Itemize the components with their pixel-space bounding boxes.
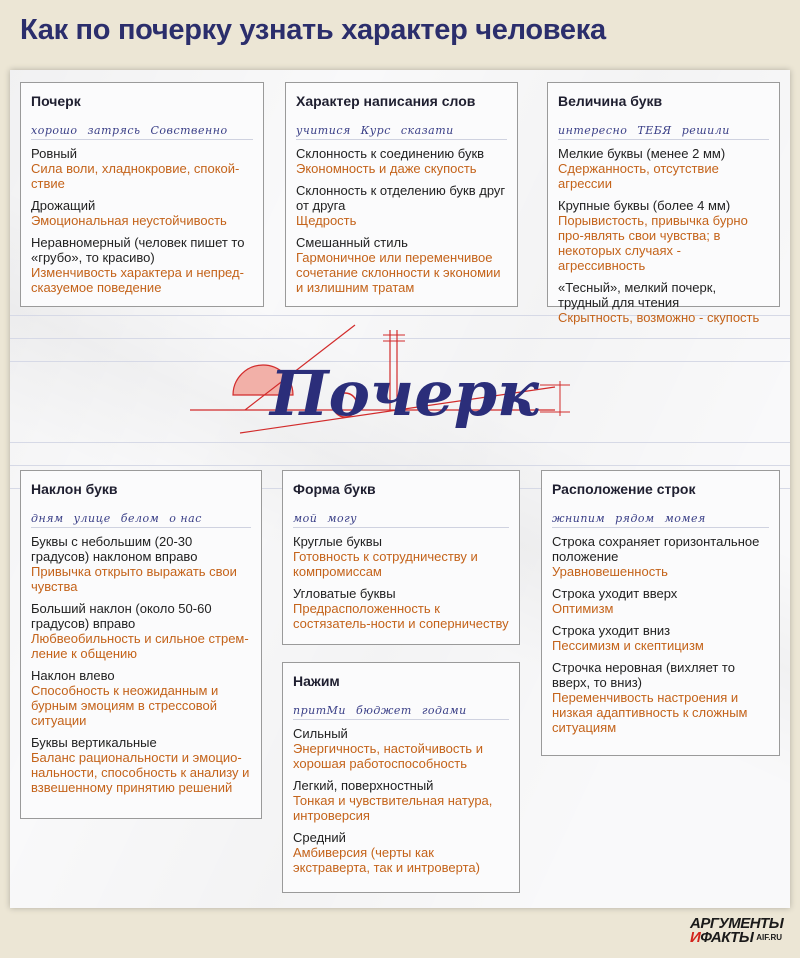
trait-item	[558, 198, 769, 273]
handwriting-sample	[552, 501, 769, 528]
sample-word: хорошо	[31, 124, 78, 137]
trait-label: Строчка неровная (вихляет то вверх, то вниз)	[552, 660, 735, 690]
pressure-box	[282, 662, 520, 893]
trait-item	[31, 146, 253, 191]
handwriting-sample	[31, 501, 251, 528]
sample-word: Курс	[360, 124, 391, 137]
trait-description: Переменчивость настроения и низкая адаптивность к сложным ситуациям	[552, 690, 748, 735]
sample-word: о нас	[169, 512, 202, 525]
trait-label: Склонность к отделению букв друг от друга	[296, 183, 506, 213]
trait-description: Привычка открыто выражать свои чувства	[31, 564, 237, 594]
trait-description: Скрытность, возможно - скупость	[558, 310, 760, 325]
trait-item	[552, 586, 769, 616]
trait-item	[293, 586, 509, 631]
trait-description: Сила воли, хладнокровие, спокой-ствие	[31, 161, 240, 191]
trait-description: Энергичность, настойчивость и хорошая работоспособность	[293, 741, 483, 771]
sample-word: притМи	[293, 704, 346, 717]
sample-word: интересно	[558, 124, 628, 137]
trait-item	[31, 235, 253, 295]
sample-word: улице	[73, 512, 111, 525]
trait-description: Оптимизм	[552, 601, 614, 616]
trait-item	[552, 623, 769, 653]
trait-description: Изменчивость характера и непред-сказуемое поведение	[31, 265, 244, 295]
trait-description: Щедрость	[296, 213, 357, 228]
trait-description: Сдержанность, отсутствие агрессии	[558, 161, 719, 191]
sample-word: мой	[293, 512, 318, 525]
trait-item	[552, 660, 769, 735]
trait-label: Строка уходит вниз	[552, 623, 671, 638]
line-position-box	[541, 470, 780, 756]
sample-word: дням	[31, 512, 64, 525]
trait-label: Ровный	[31, 146, 78, 161]
trait-description: Тонкая и чувствительная натура, интроверсия	[293, 793, 493, 823]
trait-label: «Тесный», мелкий почерк, трудный для чтения	[558, 280, 717, 310]
trait-label: Смешанный стиль	[296, 235, 408, 250]
box-title: Характер написания слов	[296, 93, 476, 109]
word-style-box	[285, 82, 518, 307]
trait-item	[552, 534, 769, 579]
trait-label: Сильный	[293, 726, 348, 741]
handwriting-illustration	[185, 315, 585, 445]
trait-label: Склонность к соединению букв	[296, 146, 485, 161]
sample-word: жнипим	[552, 512, 606, 525]
trait-description: Баланс рациональности и эмоцио-нальности, способность к анализу и взвешенному принятию решений	[31, 750, 250, 795]
sample-word: решили	[681, 124, 730, 137]
aif-logo: АРГУМЕНТЫ ИФАКТЫ AIF.RU	[690, 915, 784, 946]
trait-label: Угловатые буквы	[293, 586, 396, 601]
handwriting-sample	[558, 113, 769, 140]
trait-item	[558, 280, 769, 325]
box-title: Наклон букв	[31, 481, 118, 497]
trait-item	[293, 778, 509, 823]
trait-item	[31, 534, 251, 594]
handwriting-sample	[31, 113, 253, 140]
sample-word: рядом	[615, 512, 655, 525]
sample-word: ТЕБЯ	[637, 124, 672, 137]
trait-description: Экономность и даже скупость	[296, 161, 477, 176]
trait-label: Неравномерный (человек пишет то «грубо», то красиво)	[31, 235, 245, 265]
sample-word: белом	[120, 512, 160, 525]
trait-description: Предрасположенность к состязатель-ности и соперничеству	[293, 601, 509, 631]
handwriting-sample	[296, 113, 507, 140]
letter-size-box	[547, 82, 780, 325]
letter-form-box	[282, 470, 520, 645]
trait-label: Легкий, поверхностный	[293, 778, 434, 793]
box-title: Нажим	[293, 673, 340, 689]
handwriting-word: Почерк	[270, 357, 540, 430]
trait-item	[296, 183, 507, 228]
trait-item	[293, 534, 509, 579]
sample-word: сказати	[400, 124, 454, 137]
trait-item	[296, 235, 507, 295]
trait-item	[31, 668, 251, 728]
box-title: Величина букв	[558, 93, 663, 109]
trait-label: Мелкие буквы (менее 2 мм)	[558, 146, 726, 161]
trait-item	[558, 146, 769, 191]
sample-word: момея	[664, 512, 706, 525]
sample-word: бюджет	[356, 704, 412, 717]
trait-description: Порывистость, привычка бурно про-являть свои чувства; в некоторых случаях - агрессивность	[558, 213, 748, 273]
trait-description: Гармоничное или переменчивое сочетание склонности к экономии и излишним тратам	[296, 250, 501, 295]
trait-description: Любвеобильность и сильное стрем-ление к общению	[31, 631, 249, 661]
trait-description: Эмоциональная неустойчивость	[31, 213, 227, 228]
box-title: Форма букв	[293, 481, 376, 497]
trait-item	[296, 146, 507, 176]
trait-item	[293, 726, 509, 771]
box-title: Расположение строк	[552, 481, 696, 497]
trait-description: Амбиверсия (черты как экстраверта, так и интроверта)	[293, 845, 480, 875]
trait-description: Способность к неожиданным и бурным эмоциям в стрессовой ситуации	[31, 683, 219, 728]
sample-word: могу	[327, 512, 358, 525]
handwriting-sample	[293, 501, 509, 528]
trait-label: Буквы вертикальные	[31, 735, 157, 750]
trait-label: Наклон влево	[31, 668, 115, 683]
trait-item	[293, 830, 509, 875]
trait-label: Дрожащий	[31, 198, 96, 213]
trait-description: Пессимизм и скептицизм	[552, 638, 704, 653]
trait-label: Строка уходит вверх	[552, 586, 678, 601]
sample-word: учитися	[296, 124, 351, 137]
trait-label: Средний	[293, 830, 346, 845]
trait-item	[31, 601, 251, 661]
trait-description: Уравновешенность	[552, 564, 668, 579]
sample-word: Совственно	[150, 124, 228, 137]
page-title: Как по почерку узнать характер человека	[20, 14, 606, 46]
sample-word: затрясь	[87, 124, 141, 137]
trait-label: Больший наклон (около 50-60 градусов) вправо	[31, 601, 212, 631]
trait-item	[31, 198, 253, 228]
trait-label: Буквы с небольшим (20-30 градусов) наклоном вправо	[31, 534, 198, 564]
trait-label: Круглые буквы	[293, 534, 382, 549]
handwriting-sample	[293, 693, 509, 720]
trait-description: Готовность к сотрудничеству и компромиссам	[293, 549, 478, 579]
sample-word: годами	[421, 704, 467, 717]
trait-label: Крупные буквы (более 4 мм)	[558, 198, 731, 213]
slant-box	[20, 470, 262, 819]
trait-label: Строка сохраняет горизонтальное положение	[552, 534, 760, 564]
box-title: Почерк	[31, 93, 81, 109]
trait-item	[31, 735, 251, 795]
handwriting-box	[20, 82, 264, 307]
